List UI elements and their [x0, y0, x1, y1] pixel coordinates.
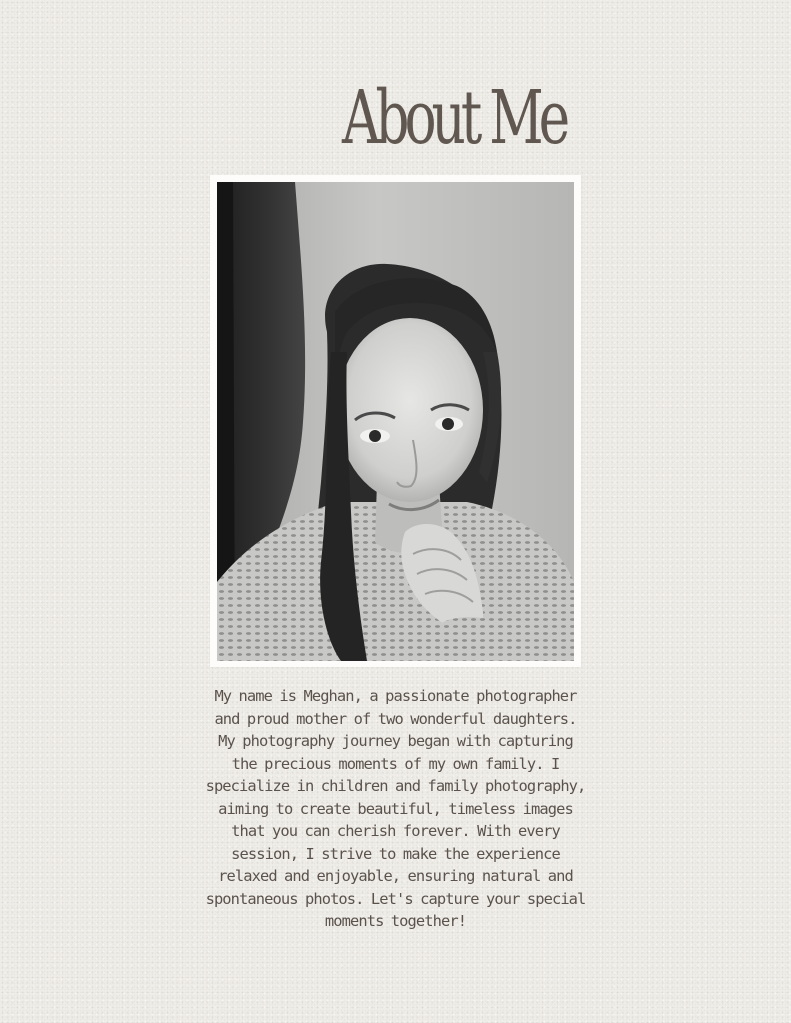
portrait-frame — [210, 175, 581, 667]
portrait-photo — [217, 182, 574, 661]
bio-paragraph: My name is Meghan, a passionate photographer and proud mother of two wonderful daughters. My photography journey began with capturing the precious moments of my own family. I specialize in children and family photography, aiming to create beautiful, timeless images that you can cherish forever. With every session, I strive to make the experience relaxed and enjoyable, ensuring natural and spontaneous photos. Let's capture your special moments together! — [205, 687, 586, 930]
page-title: About Me — [342, 75, 566, 161]
